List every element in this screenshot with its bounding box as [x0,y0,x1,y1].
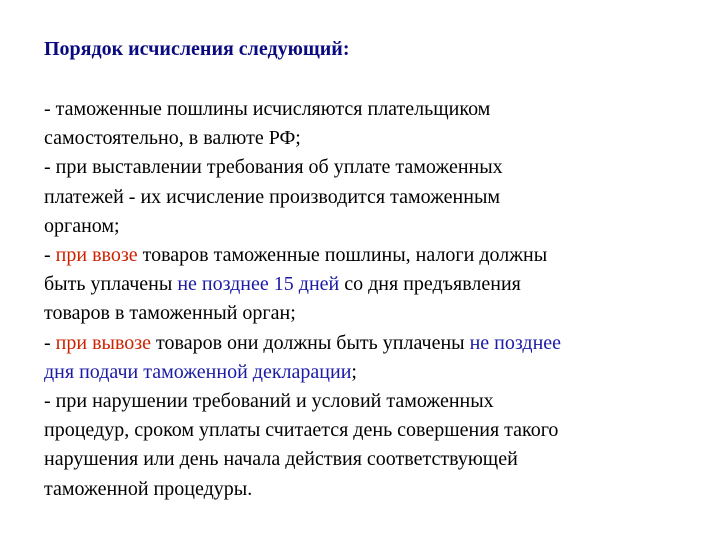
text-line [44,358,704,387]
text-line [44,241,704,270]
text-segment: товаров таможенные пошлины, налоги должны [137,244,548,267]
slide-title: Порядок исчисления следующий: [44,38,350,60]
text-segment: таможенной процедуры. [44,477,253,500]
text-segment: товаров они должны быть уплачены [151,331,470,354]
highlight-blue: не позднее 15 дней [177,273,340,296]
highlight-blue: дня подачи таможенной декларации [44,360,352,383]
text-line [44,212,704,241]
text-line [44,95,704,124]
text-segment: процедур, сроком уплаты считается день совершения такого [44,419,559,442]
text-segment: - при нарушении требований и условий таможенных [44,390,494,413]
highlight-red: при ввозе [55,244,138,267]
text-line [44,124,704,153]
text-line [44,329,704,358]
slide-body [44,95,704,504]
text-segment: быть уплачены [44,273,178,296]
text-segment: со дня предъявления [339,273,521,296]
text-line [44,183,704,212]
text-line [44,153,704,182]
text-segment: органом; [44,214,120,237]
text-segment: - [44,331,56,354]
text-segment: платежей - их исчисление производится таможенным [44,185,501,208]
text-segment: товаров в таможенный орган; [44,302,296,325]
text-line [44,475,704,504]
text-segment: нарушения или день начала действия соответствующей [44,448,518,471]
text-segment: - таможенные пошлины исчисляются плательщиком [44,98,491,120]
text-line [44,387,704,416]
text-line [44,299,704,328]
text-line [44,445,704,474]
text-line [44,416,704,445]
text-segment: ; [351,360,357,383]
text-line [44,270,704,299]
text-segment: - [44,244,56,267]
text-segment: - при выставлении требования об уплате таможенных [44,156,503,179]
highlight-red: при вывозе [55,331,152,354]
text-segment: самостоятельно, в валюте РФ; [44,127,301,150]
highlight-blue: не позднее [469,331,562,354]
